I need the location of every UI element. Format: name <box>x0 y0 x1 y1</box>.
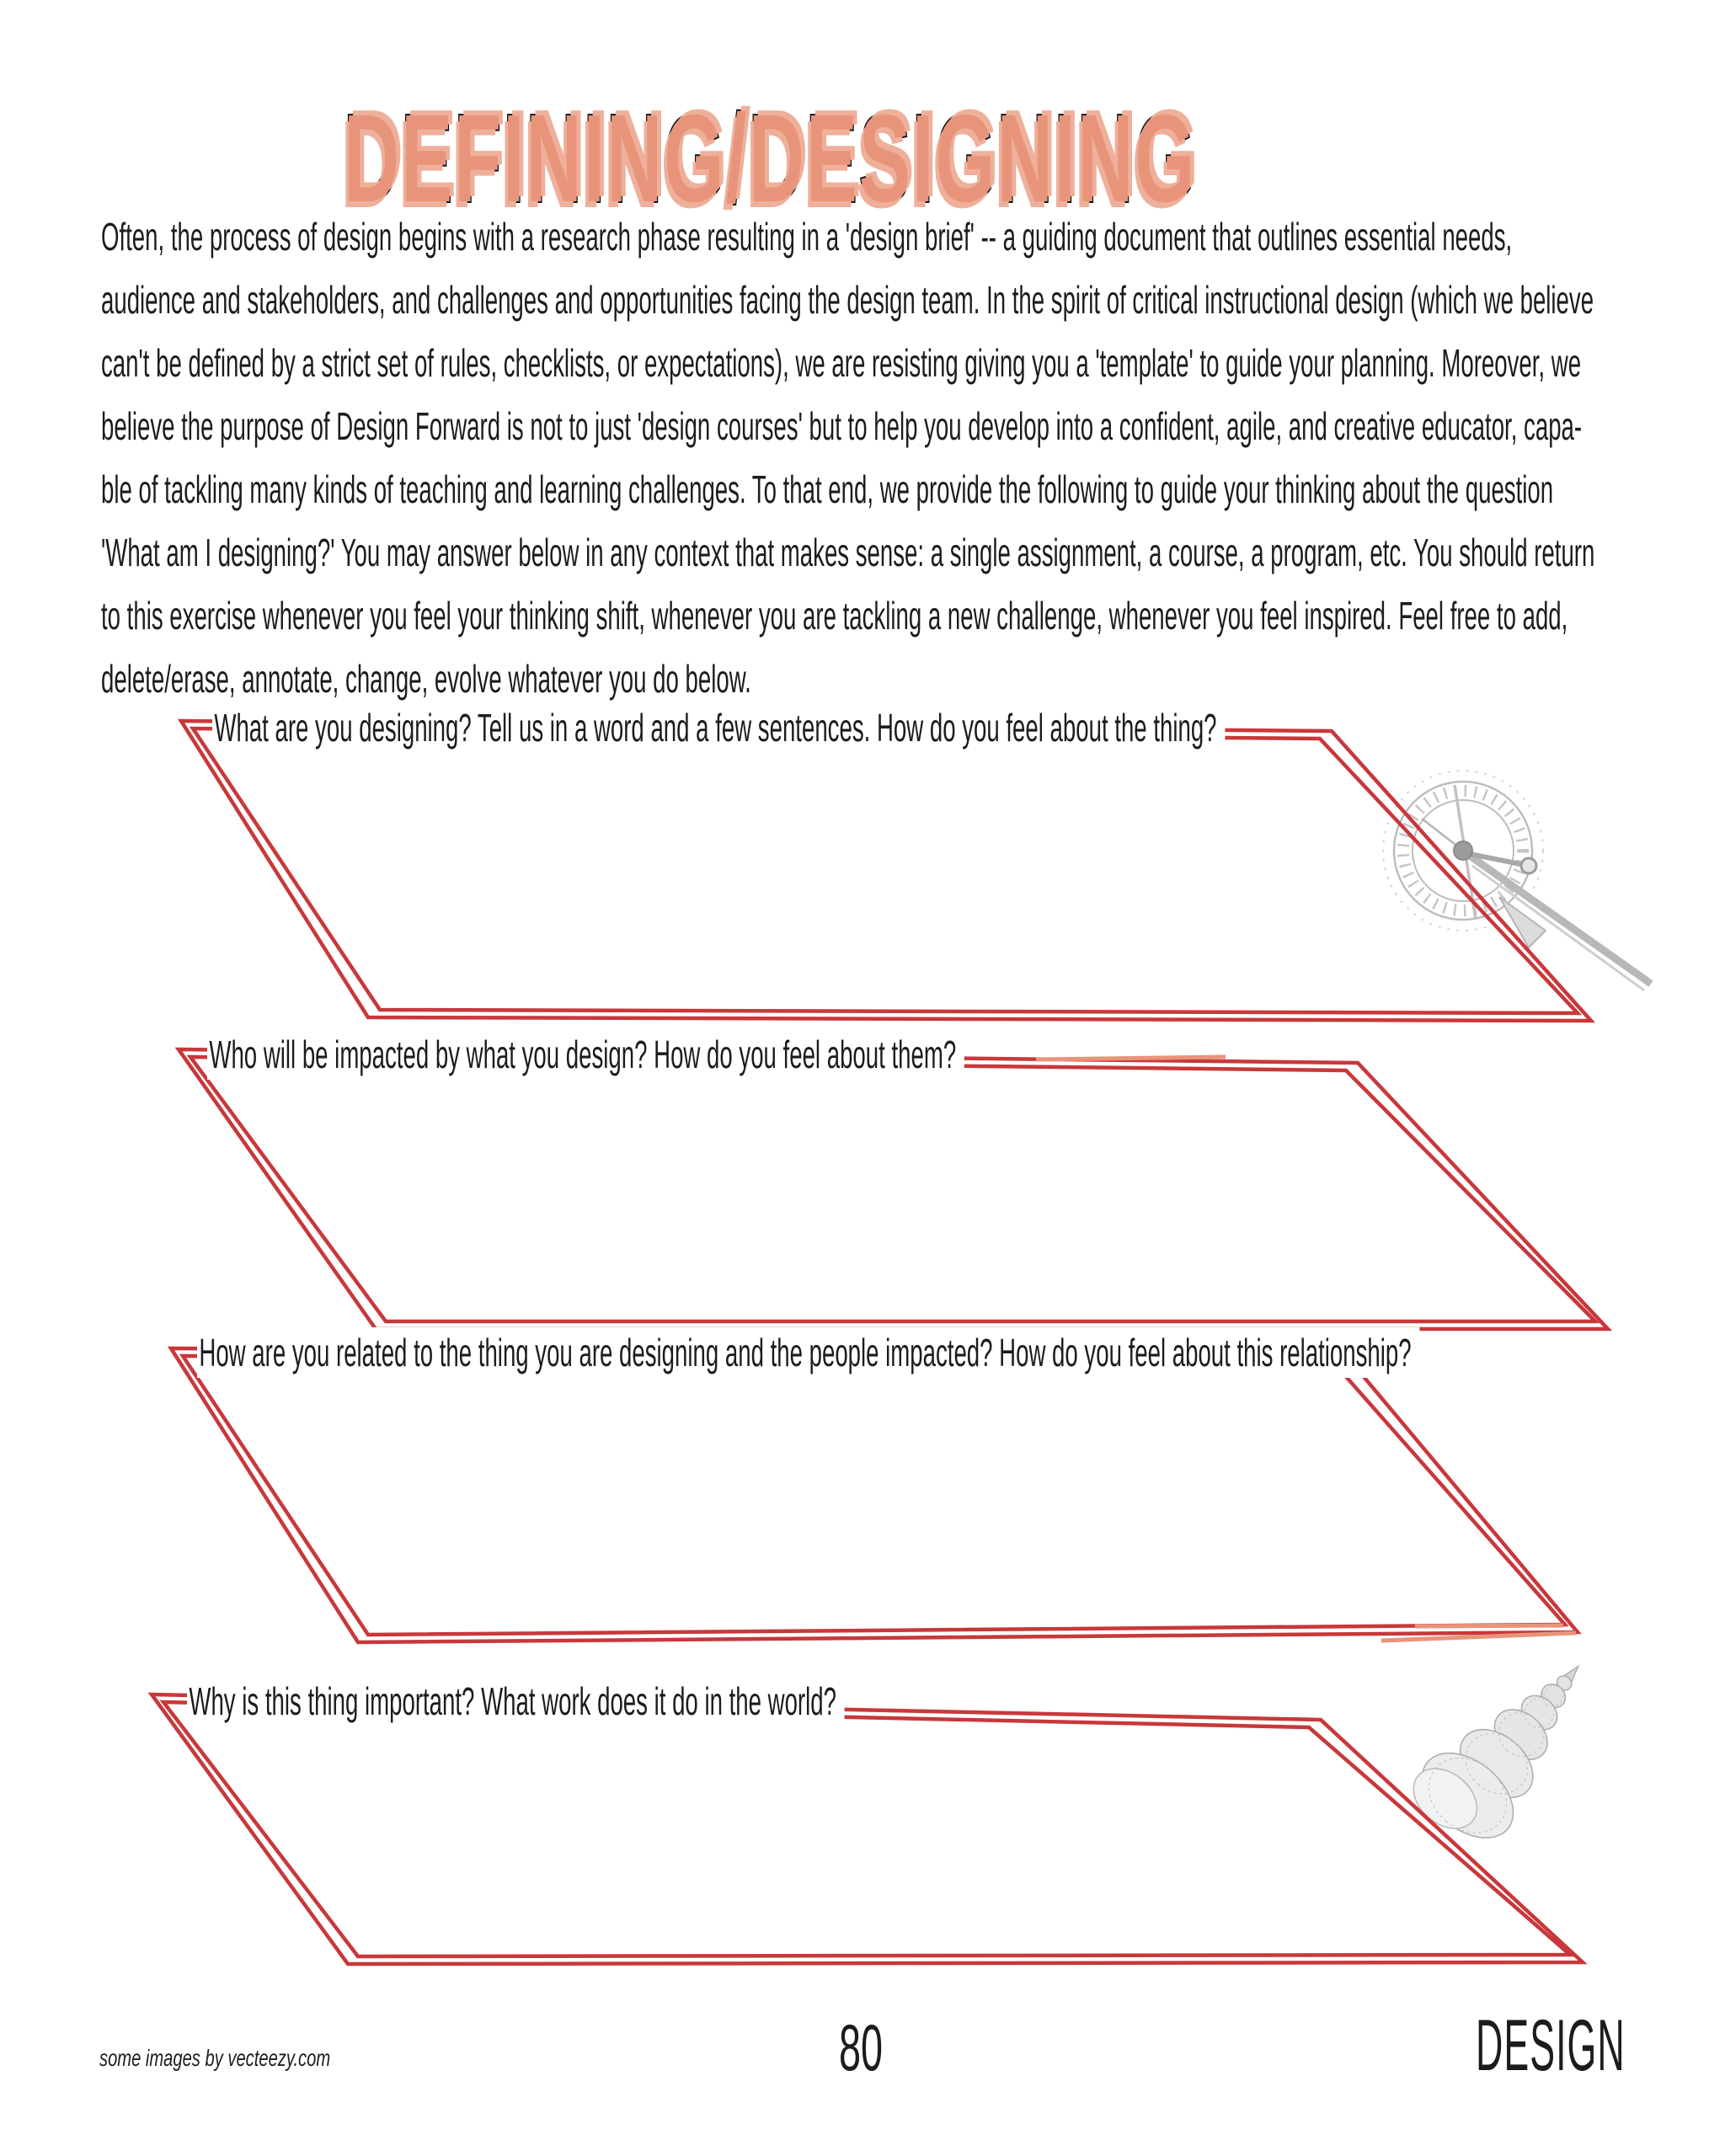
question-4-label: Why is this thing important? What work does it do in the world? <box>187 1676 845 1726</box>
question-2-label: Who will be impacted by what you design? How do you feel about them? <box>207 1029 964 1080</box>
intro-line: audience and stakeholders, and challenges and opportunities facing the design team. In the spirit of critical instructional design (which we believe <box>101 278 1594 322</box>
intro-line: believe the purpose of Design Forward is not to just 'design courses' but to help you develop into a confident, agile, and creative educator, capa- <box>101 404 1583 448</box>
page-title: DEFINING/DESIGNING <box>344 89 1197 228</box>
answer-area-3[interactable] <box>270 1398 1466 1625</box>
page-number: 80 <box>839 2010 884 2084</box>
answer-area-1[interactable] <box>270 758 1466 1002</box>
intro-line: 'What am I designing?' You may answer below in any context that makes sense: a single assignment, a course, a program, etc. You should return <box>101 531 1595 574</box>
answer-area-4[interactable] <box>261 1752 1466 1945</box>
intro-line: to this exercise whenever you feel your thinking shift, whenever you are tackling a new challenge, whenever you feel inspired. Feel free to add, <box>101 594 1568 638</box>
image-credit: some images by vecteezy.com <box>99 2045 331 2071</box>
intro-line: can't be defined by a strict set of rules, checklists, or expectations), we are resisting giving you a 'template' to guide your planning. Moreover, we <box>101 341 1582 385</box>
answer-area-2[interactable] <box>278 1095 1491 1314</box>
intro-line: Often, the process of design begins with a research phase resulting in a 'design brief' -- a guiding document that outlines essential needs, <box>101 215 1513 259</box>
intro-line: delete/erase, annotate, change, evolve whatever you do below. <box>101 657 751 701</box>
footer-section-title: DESIGN <box>1476 2005 1626 2086</box>
question-3-label: How are you related to the thing you are designing and the people impacted? How do you feel about this relationship? <box>197 1327 1419 1378</box>
question-1-label: What are you designing? Tell us in a word and a few sentences. How do you feel about the thing? <box>212 702 1225 753</box>
intro-line: ble of tackling many kinds of teaching and learning challenges. To that end, we provide the following to guide your thinking about the question <box>101 467 1554 511</box>
